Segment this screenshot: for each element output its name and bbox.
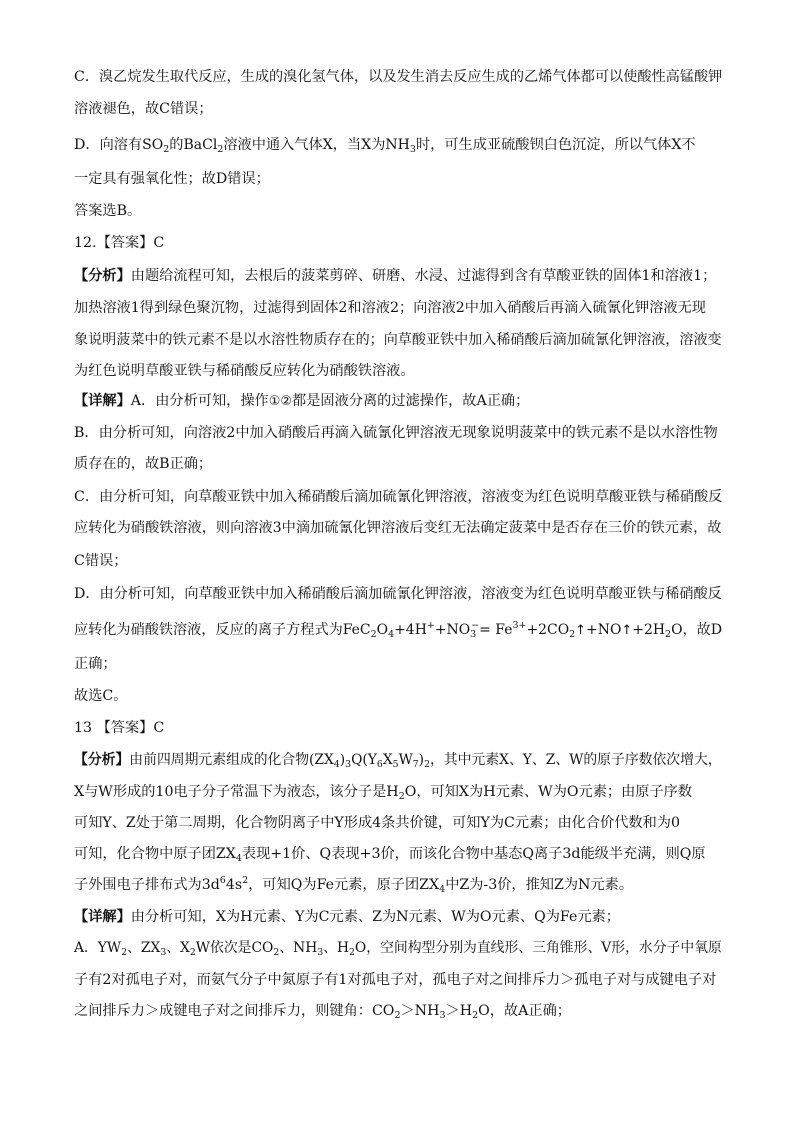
q12-detail-b-2: 质存在的，故B正确；: [74, 456, 213, 472]
answer-line: 答案选B。: [74, 203, 142, 219]
q13-detail-line: 【详解】由分析可知，X为H元素、Y为C元素、Z为N元素、W为O元素、Q为Fe元素；: [74, 909, 620, 925]
q13-analysis-line-3: 可知Y、Z处于第二周期，化合物阴离子中Y形成4条共价键，可知Y为C元素；由化合价代数和为0: [74, 815, 680, 831]
detail-label: 【详解】: [74, 909, 131, 925]
q12-detail-d-2: 应转化为硝酸铁溶液，反应的离子方程式为$FeC_2O_4+4H^++NO_3^-=$ $Fe^{3+}+2CO_2↑+NO↑+2H_2O$，故D: [74, 620, 723, 640]
q13-option-a-line-2: 子有2对孤电子对，而氨气分子中氮原子有1对孤电子对，孤电子对之间排斥力＞孤电子对与成键电子对: [74, 972, 717, 988]
q13-analysis-line-4: 可知，化合物中原子团$ZX_4$表现+1价、Q表现+3价，而该化合物中基态Q离子3d能级半充满，则Q原: [74, 846, 706, 864]
q12-final-answer: 故选C。: [74, 688, 128, 704]
q12-detail-b-1: B．由分析可知，向溶液2中加入硝酸后再滴入硫氰化钾溶液无现象说明菠菜中的铁元素不是以水溶性物: [74, 425, 718, 441]
q13-analysis-line-5: 子外围电子排布式为$3d^64s^2$，可知Q为Fe元素，原子团$ZX_4$中Z为-3价，推知Z为N元素。: [74, 875, 634, 895]
option-d-line-2: 一定具有强氧化性；故D错误；: [74, 171, 270, 187]
q12-analysis-line-4: 为红色说明草酸亚铁与稀硝酸反应转化为硝酸铁溶液。: [74, 363, 415, 379]
q12-analysis-line-3: 象说明菠菜中的铁元素不是以水溶性物质存在的；向草酸亚铁中加入稀硝酸后滴加硫氰化钾溶液，溶液变: [74, 332, 722, 348]
option-c-line-2: 溶液褪色，故C错误；: [74, 101, 213, 117]
q12-detail-d-1: D．由分析可知，向草酸亚铁中加入稀硝酸后滴加硫氰化钾溶液，溶液变为红色说明草酸亚铁与稀硝酸反: [74, 586, 722, 602]
q12-analysis-line-2: 加热溶液1得到绿色聚沉物，过滤得到固体2和溶液2；向溶液2中加入硝酸后再滴入硫氰化钾溶液无现: [74, 300, 706, 316]
q12-analysis-line-1: 【分析】由题给流程可知，去根后的菠菜剪碎、研磨、水浸、过滤得到含有草酸亚铁的固体1和溶液1；: [74, 268, 717, 284]
ionic-equation: $FeC_2O_4+4H^++NO_3^-=$ $Fe^{3+}+2CO_2↑+NO↑+2H_2O$: [342, 620, 683, 640]
option-d-line-1: D．向溶有$SO_2$的BaCl$_2$溶液中通入气体X，当X为$NH_3$时，可生成亚硫酸钡白色沉淀，所以气体X不: [74, 137, 696, 155]
q13-analysis-line-1: 【分析】由前四周期元素组成的化合物$(ZX_4)_3Q(Y_6X_5W_7)_2$，其中元素X、Y、Z、W的原子序数依次增大，: [74, 752, 722, 770]
q13-option-a-line-1: A．$YW_2$、$ZX_3$、$X_2W$依次是$CO_2$、$NH_3$、$H_2O$，空间构型分别为直线形、三角锥形、V形，水分子中氧原: [74, 940, 722, 958]
analysis-label: 【分析】: [74, 752, 130, 768]
q12-detail-c-1: C．由分析可知，向草酸亚铁中加入稀硝酸后滴加硫氰化钾溶液，溶液变为红色说明草酸亚铁与稀硝酸反: [74, 489, 723, 505]
q13-analysis-line-2: X与W形成的10电子分子常温下为液态，该分子是$H_2O$，可知X为H元素、W为O元素；由原子序数: [74, 784, 693, 802]
q12-detail-c-2: 应转化为硝酸铁溶液，则向溶液3中滴加硫氰化钾溶液后变红无法确定菠菜中是否存在三价的铁元素，故: [74, 520, 722, 536]
q13-answer-header: 13 【答案】C: [74, 720, 165, 736]
analysis-label: 【分析】: [74, 268, 131, 284]
detail-label: 【详解】: [74, 393, 131, 409]
q12-detail-d-3: 正确；: [74, 656, 117, 672]
q12-detail-a: 【详解】A．由分析可知，操作①②都是固液分离的过滤操作，故A正确；: [74, 393, 530, 409]
option-c-line-1: C．溴乙烷发生取代反应，生成的溴化氢气体，以及发生消去反应生成的乙烯气体都可以使酸性高锰酸钾: [74, 69, 723, 85]
q13-option-a-line-3: 之间排斥力＞成键电子对之间排斥力，则键角：$CO_2>NH_3>H_2O$，故A正确；: [74, 1003, 571, 1021]
q12-answer-header: 12.【答案】C: [74, 235, 165, 251]
q12-detail-c-3: C错误；: [74, 553, 128, 569]
